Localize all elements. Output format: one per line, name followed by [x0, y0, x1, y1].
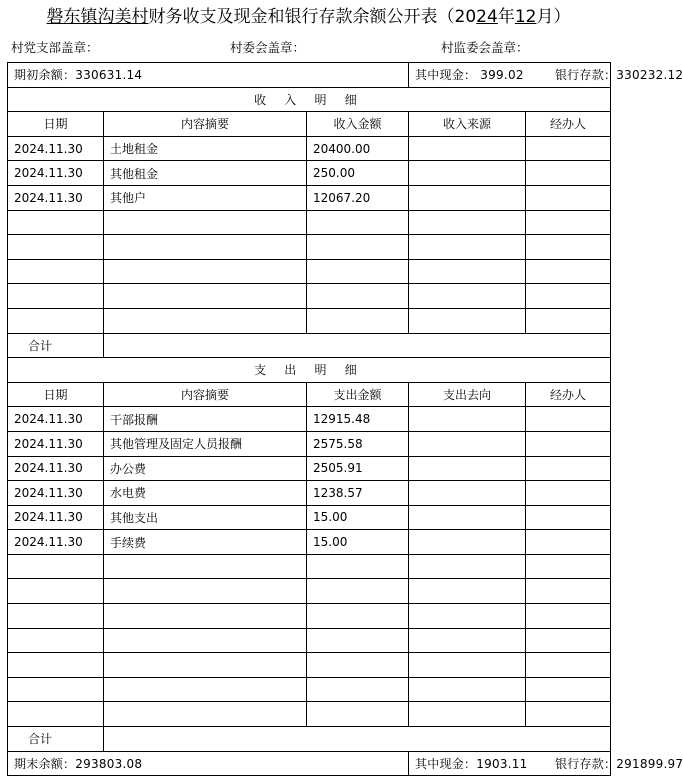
income-cell: 土地租金: [104, 136, 307, 161]
expense-cell: [526, 579, 611, 604]
party-stamp-label: 村党支部盖章：: [11, 40, 99, 55]
expense-cell: [409, 407, 526, 432]
income-cell: [307, 284, 409, 309]
expense-section-title: 支 出 明 细: [8, 358, 611, 383]
expense-cell: [8, 702, 104, 727]
table-row: [8, 579, 611, 604]
expense-cell: [8, 653, 104, 678]
table-row: [8, 210, 611, 235]
expense-cell: 2024.11.30: [8, 407, 104, 432]
income-cell: [8, 308, 104, 333]
committee-stamp-label: 村委会盖章：: [230, 40, 306, 55]
town-name: 磐东镇: [46, 7, 98, 27]
expense-cell: [409, 505, 526, 530]
expense-cell: [526, 530, 611, 555]
expense-header-row: [8, 382, 611, 407]
expense-cell: 2024.11.30: [8, 456, 104, 481]
expense-cell: [104, 554, 307, 579]
income-section-title-row: [8, 87, 611, 112]
income-cell: 250.00: [307, 161, 409, 186]
expense-cell: [8, 604, 104, 629]
expense-cell: [409, 530, 526, 555]
expense-cell: [307, 628, 409, 653]
expense-cell: [409, 554, 526, 579]
table-row: [8, 628, 611, 653]
table-row: [8, 161, 611, 186]
table-row: [8, 505, 611, 530]
income-cell: [526, 185, 611, 210]
expense-cell: 2024.11.30: [8, 481, 104, 506]
expense-cell: [104, 677, 307, 702]
income-header-cell: 收入金额: [307, 112, 409, 137]
expense-cell: [8, 554, 104, 579]
opening-balance-row: [8, 63, 611, 88]
income-cell: [104, 284, 307, 309]
expense-cell: [526, 456, 611, 481]
expense-cell: [307, 554, 409, 579]
closing-balance-breakdown: [409, 751, 683, 776]
closing-balance-row: [8, 751, 611, 776]
stamp-row: [0, 38, 617, 58]
expense-cell: 15.00: [307, 505, 409, 530]
income-cell: 20400.00: [307, 136, 409, 161]
table-row: [8, 235, 611, 260]
expense-cell: [409, 653, 526, 678]
expense-cell: [409, 702, 526, 727]
expense-cell: [409, 628, 526, 653]
expense-cell: [526, 628, 611, 653]
table-row: [8, 481, 611, 506]
expense-header-cell: 支出金额: [307, 382, 409, 407]
table-row: [8, 259, 611, 284]
expense-cell: [307, 579, 409, 604]
expense-cell: 2505.91: [307, 456, 409, 481]
expense-total-label: 合计: [8, 727, 104, 752]
title-text: 财务收支及现金和银行存款余额公开表（20: [148, 7, 477, 27]
expense-cell: 其他支出: [104, 505, 307, 530]
expense-header-cell: 内容摘要: [104, 382, 307, 407]
page-title: [0, 4, 617, 30]
title-year-char: 年: [497, 7, 515, 27]
income-cell: [104, 259, 307, 284]
expense-cell: [307, 653, 409, 678]
income-cell: 2024.11.30: [8, 185, 104, 210]
expense-cell: [526, 677, 611, 702]
income-cell: 其他租金: [104, 161, 307, 186]
expense-cell: [104, 628, 307, 653]
expense-cell: 水电费: [104, 481, 307, 506]
expense-cell: [104, 702, 307, 727]
income-cell: [526, 161, 611, 186]
income-cell: [409, 308, 526, 333]
expense-cell: 干部报酬: [104, 407, 307, 432]
expense-cell: 12915.48: [307, 407, 409, 432]
expense-cell: [409, 481, 526, 506]
income-cell: [409, 210, 526, 235]
table-row: [8, 653, 611, 678]
income-cell: [307, 210, 409, 235]
opening-balance-cash: 其中现金： 399.02: [415, 68, 524, 83]
income-header-row: [8, 112, 611, 137]
expense-cell: 其他管理及固定人员报酬: [104, 431, 307, 456]
expense-cell: [8, 628, 104, 653]
table-row: [8, 284, 611, 309]
expense-cell: [526, 481, 611, 506]
income-cell: [526, 259, 611, 284]
expense-cell: [8, 677, 104, 702]
expense-cell: [104, 579, 307, 604]
income-cell: [526, 308, 611, 333]
closing-balance-cash: 其中现金：1903.11: [415, 756, 528, 771]
income-cell: 12067.20: [307, 185, 409, 210]
income-header-cell: 收入来源: [409, 112, 526, 137]
expense-header-cell: 日期: [8, 382, 104, 407]
table-row: [8, 136, 611, 161]
income-cell: [307, 259, 409, 284]
income-total-label: 合计: [8, 333, 104, 358]
expense-cell: 手续费: [104, 530, 307, 555]
income-cell: [307, 235, 409, 260]
table-row: [8, 308, 611, 333]
income-cell: [526, 210, 611, 235]
income-cell: [8, 284, 104, 309]
expense-cell: [8, 579, 104, 604]
expense-cell: 2024.11.30: [8, 530, 104, 555]
title-month-char: 月）: [536, 7, 571, 27]
income-total-value: [104, 333, 611, 358]
expense-cell: 1238.57: [307, 481, 409, 506]
expense-header-cell: 支出去向: [409, 382, 526, 407]
expense-cell: [307, 702, 409, 727]
expense-cell: [409, 431, 526, 456]
expense-cell: [409, 677, 526, 702]
table-row: [8, 456, 611, 481]
income-cell: [526, 235, 611, 260]
expense-cell: [526, 604, 611, 629]
income-header-cell: 日期: [8, 112, 104, 137]
expense-cell: 办公费: [104, 456, 307, 481]
expense-cell: [307, 604, 409, 629]
income-cell: [8, 235, 104, 260]
income-cell: [409, 259, 526, 284]
income-cell: [104, 308, 307, 333]
expense-cell: 15.00: [307, 530, 409, 555]
income-cell: [307, 308, 409, 333]
table-row: [8, 677, 611, 702]
income-section-title: 收 入 明 细: [8, 87, 611, 112]
opening-balance-amount: 期初余额：330631.14: [8, 63, 409, 88]
expense-section-title-row: [8, 358, 611, 383]
opening-balance-bank: 银行存款：330232.12: [555, 68, 683, 83]
expense-header-cell: 经办人: [526, 382, 611, 407]
income-cell: 2024.11.30: [8, 136, 104, 161]
expense-cell: [526, 702, 611, 727]
finance-table: [7, 62, 683, 776]
income-cell: 其他户: [104, 185, 307, 210]
expense-cell: [526, 431, 611, 456]
opening-balance-breakdown: [409, 63, 683, 88]
income-cell: [8, 210, 104, 235]
income-cell: [409, 161, 526, 186]
closing-balance-bank: 银行存款：291899.97: [555, 756, 683, 771]
expense-cell: 2024.11.30: [8, 505, 104, 530]
title-month: 12: [514, 7, 537, 27]
expense-total-value: [104, 727, 611, 752]
table-row: [8, 604, 611, 629]
table-row: [8, 407, 611, 432]
income-cell: [409, 235, 526, 260]
expense-cell: [104, 653, 307, 678]
closing-balance-amount: 期末余额：293803.08: [8, 751, 409, 776]
income-cell: [409, 284, 526, 309]
income-cell: [409, 185, 526, 210]
expense-cell: [409, 604, 526, 629]
village-name: 沟美村: [97, 7, 149, 27]
expense-cell: [409, 456, 526, 481]
supervisory-stamp-label: 村监委会盖章：: [441, 40, 529, 55]
expense-cell: [104, 604, 307, 629]
income-cell: 2024.11.30: [8, 161, 104, 186]
income-cell: [104, 235, 307, 260]
income-cell: [8, 259, 104, 284]
table-row: [8, 554, 611, 579]
expense-cell: 2024.11.30: [8, 431, 104, 456]
income-header-cell: 经办人: [526, 112, 611, 137]
income-cell: [526, 284, 611, 309]
expense-cell: [307, 677, 409, 702]
title-year: 24: [476, 7, 498, 27]
table-row: [8, 702, 611, 727]
expense-cell: 2575.58: [307, 431, 409, 456]
expense-cell: [409, 579, 526, 604]
table-row: [8, 185, 611, 210]
income-cell: [104, 210, 307, 235]
expense-cell: [526, 653, 611, 678]
expense-cell: [526, 407, 611, 432]
expense-cell: [526, 505, 611, 530]
table-row: [8, 530, 611, 555]
table-row: [8, 431, 611, 456]
income-cell: [526, 136, 611, 161]
income-cell: [409, 136, 526, 161]
expense-total-row: [8, 727, 611, 752]
income-header-cell: 内容摘要: [104, 112, 307, 137]
expense-cell: [526, 554, 611, 579]
income-total-row: [8, 333, 611, 358]
